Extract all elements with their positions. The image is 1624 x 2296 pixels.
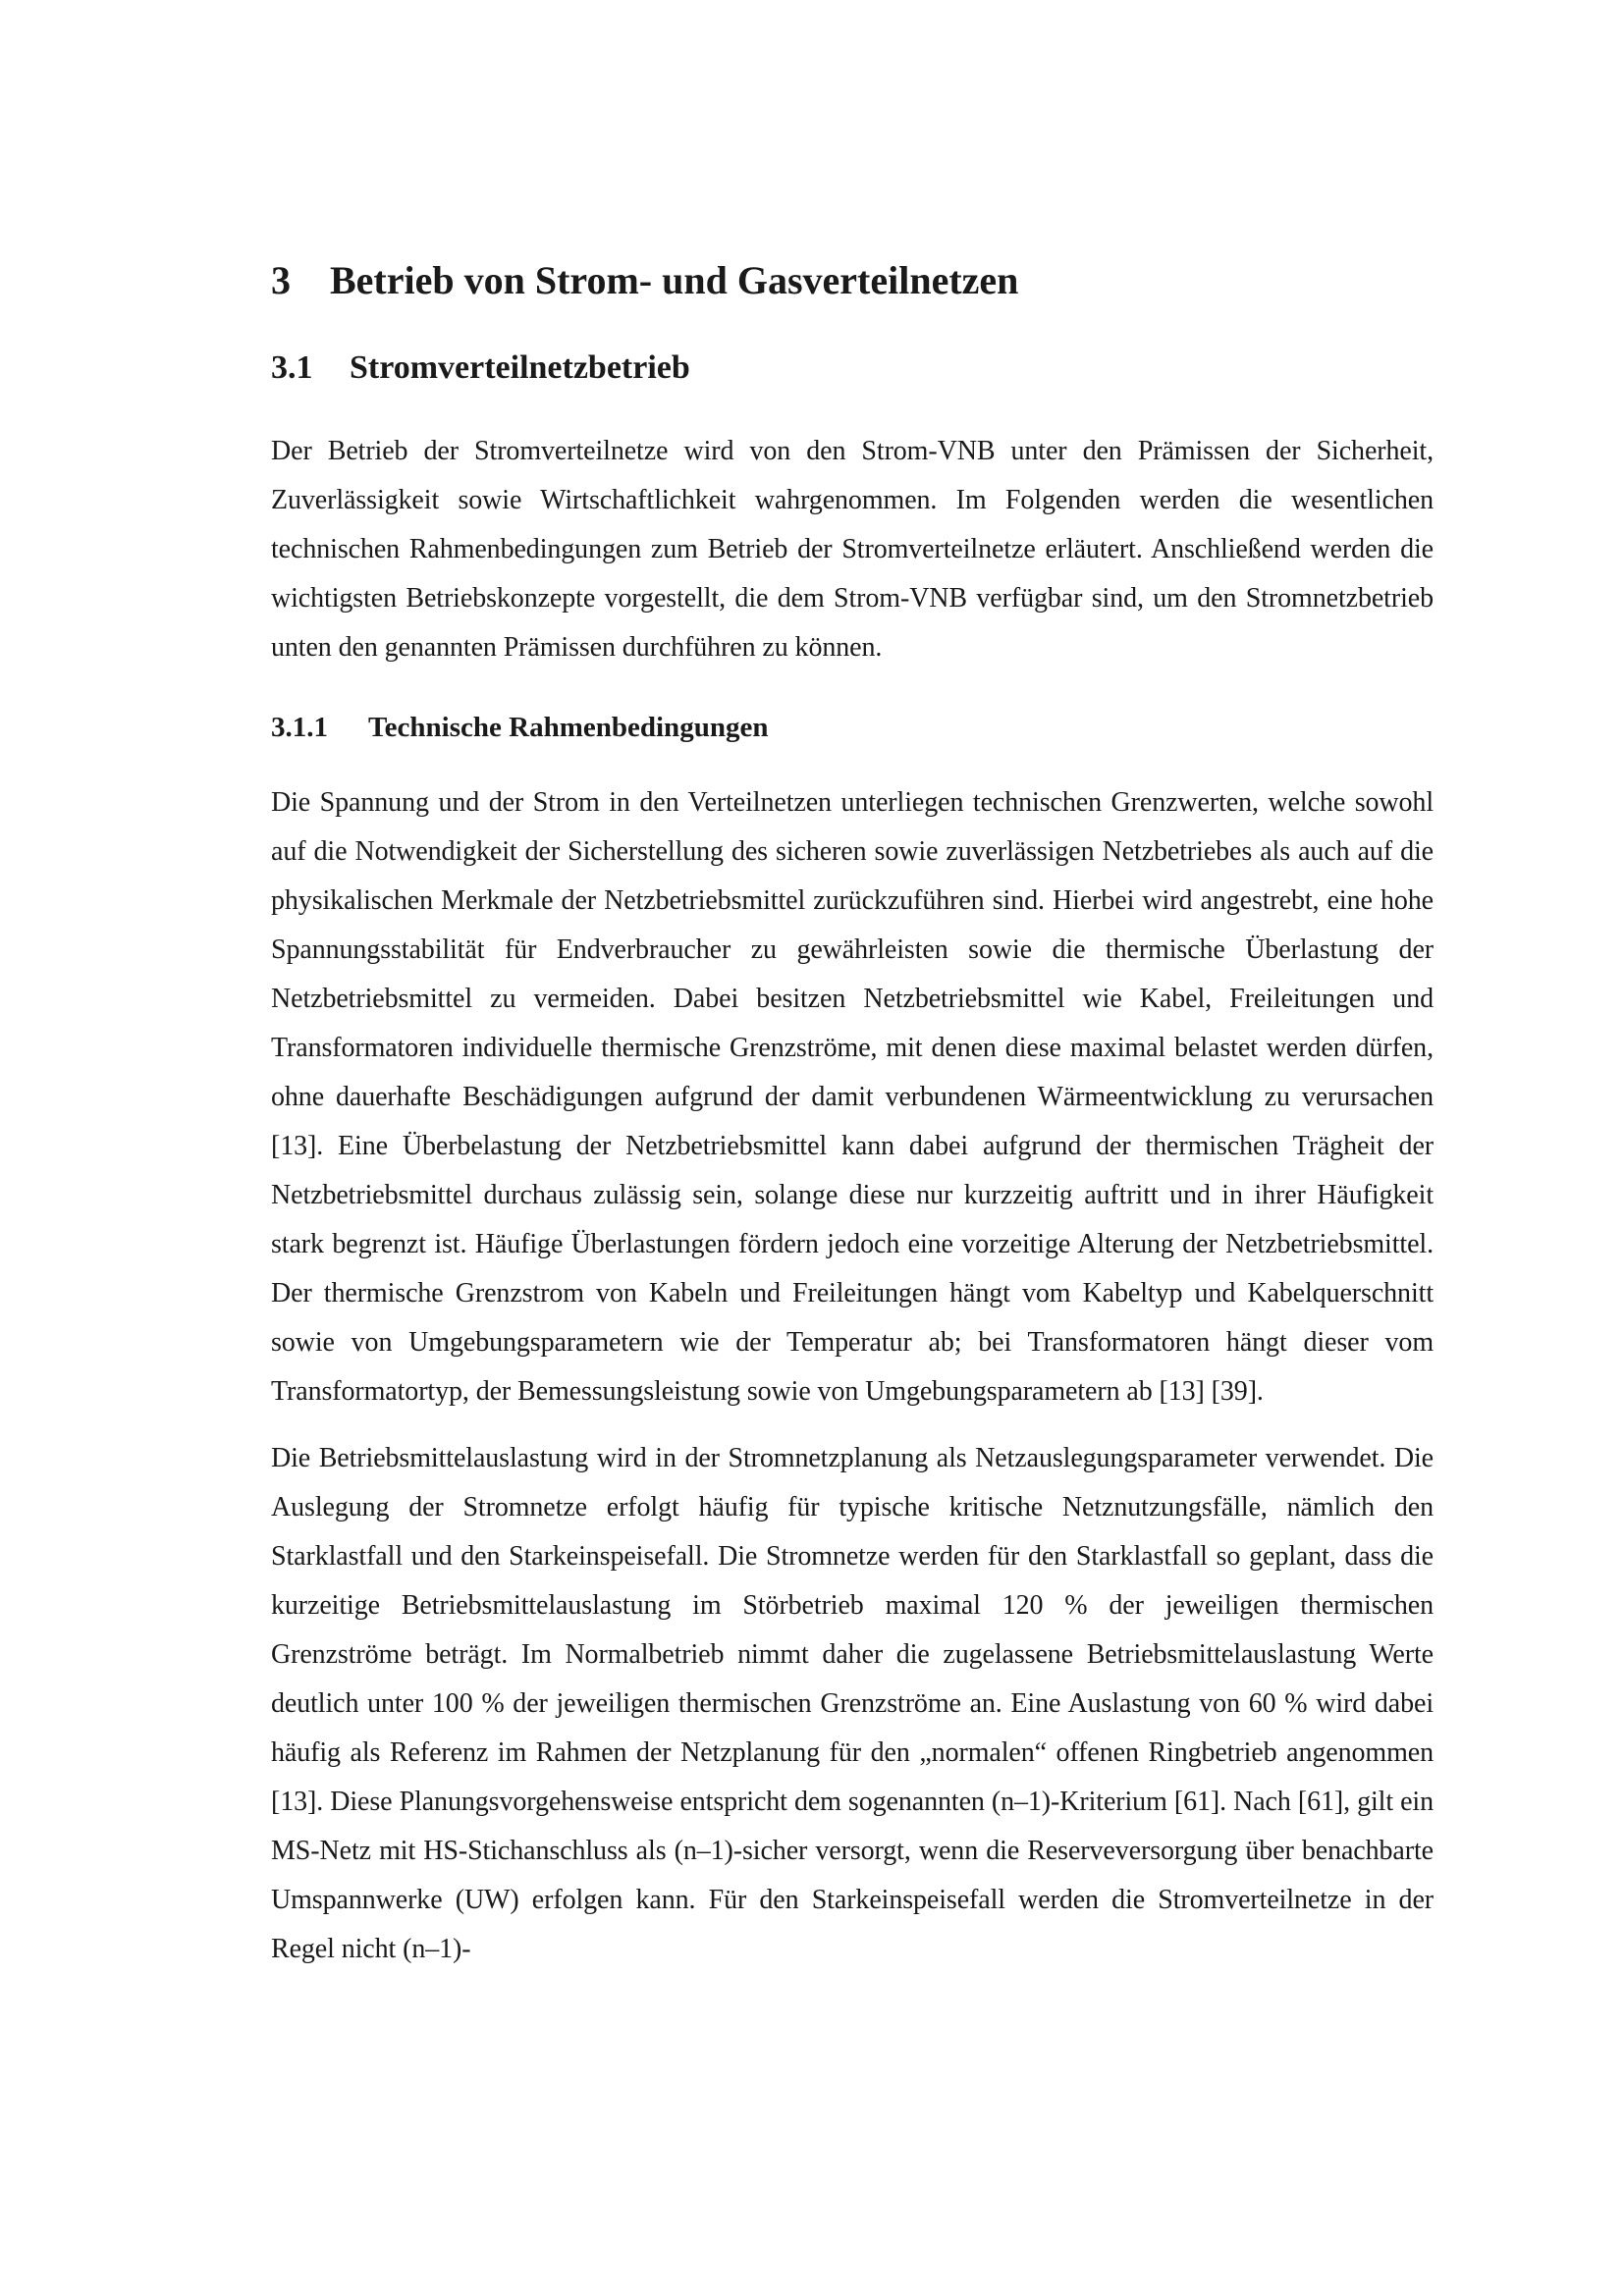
section-intro-paragraph: Der Betrieb der Stromverteilnetze wird von den Strom-VNB unter den Prämissen der Sicherheit, Zuverlässigkeit sowie Wirtschaftlichkeit wahrgenommen. Im Folgenden werden die wesentlichen technischen Rahmenbedingungen zum Betrieb der Stromverteilnetze erläutert. Anschließend werden die wichtigsten Betriebskonzepte vorgestellt, die dem Strom-VNB verfügbar sind, um den Stromnetzbetrieb unten den genannten Prämissen durchführen zu können. [271, 436, 1434, 663]
section-number: 3.1 [271, 349, 313, 386]
chapter-title: Betrieb von Strom- und Gasverteilnetzen [330, 258, 1019, 302]
chapter-number: 3 [271, 258, 291, 302]
section-heading [271, 347, 1434, 389]
chapter-heading [271, 257, 1434, 304]
body-paragraph: Die Betriebsmittelauslastung wird in der Stromnetzplanung als Netzauslegungsparameter verwendet. Die Auslegung der Stromnetze erfolgt häufig für typische kritische Netznutzungsfälle, nämlich den Starklastfall und den Starkeinspeisefall. Die Stromnetze werden für den Starklastfall so geplant, dass die kurzeitige Betriebsmittelauslastung im Störbetrieb maximal 120 % der jeweiligen thermischen Grenzströme beträgt. Im Normalbetrieb nimmt daher die zugelassene Betriebsmittelauslastung Werte deutlich unter 100 % der jeweiligen thermischen Grenzströme an. Eine Auslastung von 60 % wird dabei häufig als Referenz im Rahmen der Netzplanung für den „normalen“ offenen Ringbetrieb angenommen [13]. Diese Planungsvorgehensweise entspricht dem sogenannten (n–1)-Kriterium [61]. Nach [61], gilt ein MS-Netz mit HS-Stichanschluss als (n–1)-sicher versorgt, wenn die Reserveversorgung über benachbarte Umspannwerke (UW) erfolgen kann. Für den Starkeinspeisefall werden die Stromverteilnetze in der Regel nicht (n–1)- [271, 1443, 1434, 1964]
body-paragraph: Die Spannung und der Strom in den Verteilnetzen unterliegen technischen Grenzwerten, welche sowohl auf die Notwendigkeit der Sicherstellung des sicheren sowie zuverlässigen Netzbetriebes als auch auf die physikalischen Merkmale der Netzbetriebsmittel zurückzuführen sind. Hierbei wird angestrebt, eine hohe Spannungsstabilität für Endverbraucher zu gewährleisten sowie die thermische Überlastung der Netzbetriebsmittel zu vermeiden. Dabei besitzen Netzbetriebsmittel wie Kabel, Freileitungen und Transformatoren individuelle thermische Grenzströme, mit denen diese maximal belastet werden dürfen, ohne dauerhafte Beschädigungen aufgrund der damit verbundenen Wärmeentwicklung zu verursachen [13]. Eine Überbelastung der Netzbetriebsmittel kann dabei aufgrund der thermischen Trägheit der Netzbetriebsmittel durchaus zulässig sein, solange diese nur kurzzeitig auftritt und in ihrer Häufigkeit stark begrenzt ist. Häufige Überlastungen fördern jedoch eine vorzeitige Alterung der Netzbetriebsmittel. Der thermische Grenzstrom von Kabeln und Freileitungen hängt vom Kabeltyp und Kabelquerschnitt sowie von Umgebungsparametern wie der Temperatur ab; bei Transformatoren hängt dieser vom Transformatortyp, der Bemessungsleistung sowie von Umgebungsparametern ab [13] [39]. [271, 787, 1434, 1407]
subsection-title: Technische Rahmenbedingungen [368, 712, 769, 743]
page-content [271, 257, 1434, 1974]
subsection-heading [271, 710, 1434, 745]
subsection-number: 3.1.1 [271, 712, 328, 743]
section-title: Stromverteilnetzbetrieb [350, 349, 690, 386]
